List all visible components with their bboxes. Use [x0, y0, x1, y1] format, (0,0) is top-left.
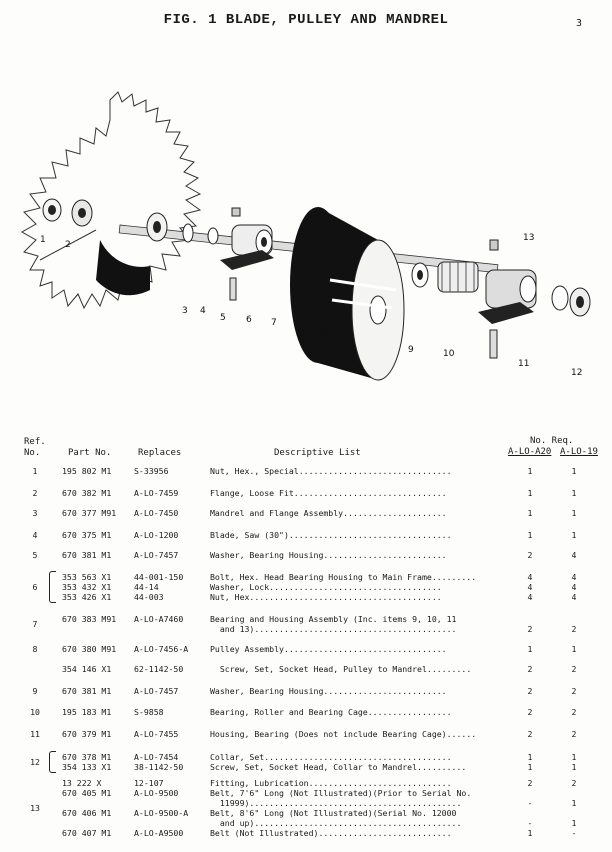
part-number: 670 375 M1	[62, 530, 112, 540]
callout-9: 9	[408, 345, 414, 355]
callout-2: 2	[65, 240, 71, 250]
qty-a-lo-a20: 2	[527, 664, 533, 674]
header-ref: Ref.	[24, 437, 46, 447]
replaces-number: S-9858	[134, 707, 164, 717]
qty-a-lo-a20: 2	[527, 707, 533, 717]
part-number: 354 133 X1	[62, 762, 112, 772]
description: Belt, 7'6" Long (Not Illustrated)(Prior to Serial No.	[210, 788, 472, 798]
part-number: 670 406 M1	[62, 808, 112, 818]
qty-a-lo-19: 1	[571, 762, 577, 772]
callout-11: 11	[518, 359, 530, 369]
qty-a-lo-a20: 1	[527, 828, 533, 838]
replaces-number: 12-107	[134, 778, 164, 788]
replaces-number: 44-003	[134, 592, 164, 602]
qty-a-lo-19: 1	[571, 530, 577, 540]
replaces-number: A-LO-7454	[134, 752, 179, 762]
description: Nut, Hex., Special...............................	[210, 466, 452, 476]
bearing-assembly-right-drawing	[412, 240, 590, 358]
qty-a-lo-19: 1	[571, 488, 577, 498]
part-number: 670 405 M1	[62, 788, 112, 798]
part-number: 354 146 X1	[62, 664, 112, 674]
qty-a-lo-a20: 1	[527, 488, 533, 498]
qty-a-lo-a20: -	[527, 798, 533, 808]
ref-number: 9	[32, 686, 38, 696]
description: Bolt, Hex. Head Bearing Housing to Main Frame.........	[210, 572, 477, 582]
callout-4: 4	[200, 306, 206, 316]
qty-a-lo-a20: 1	[527, 508, 533, 518]
qty-a-lo-a20: 1	[527, 466, 533, 476]
qty-a-lo-19: 1	[571, 818, 577, 828]
header-replaces: Replaces	[138, 448, 182, 458]
replaces-number: A-LO-A9500	[134, 828, 184, 838]
part-number: 195 802 M1	[62, 466, 112, 476]
part-number: 13 222 X	[62, 778, 102, 788]
replaces-number: A-LO-7457	[134, 686, 179, 696]
qty-a-lo-19: 2	[571, 778, 577, 788]
description: Bearing, Roller and Bearing Cage.................	[210, 707, 452, 717]
ref-number: 10	[30, 707, 40, 717]
part-number: 353 426 X1	[62, 592, 112, 602]
part-number: 670 382 M1	[62, 488, 112, 498]
replaces-number: A-LO-7459	[134, 488, 179, 498]
nut-flange-drawing	[43, 199, 92, 226]
description: Belt (Not Illustrated)...........................	[210, 828, 452, 838]
description: Washer, Lock...................................	[210, 582, 442, 592]
ref-number: 6	[32, 582, 38, 592]
description: Blade, Saw (30").................................	[210, 530, 452, 540]
description: and up)..........................................	[210, 818, 462, 828]
qty-a-lo-a20: 4	[527, 592, 533, 602]
ref-number: 12	[30, 757, 40, 767]
replaces-number: A-LO-7450	[134, 508, 179, 518]
description: Washer, Bearing Housing.........................	[210, 550, 447, 560]
qty-a-lo-19: 1	[571, 752, 577, 762]
replaces-number: S-33956	[134, 466, 169, 476]
pulley-drawing	[290, 207, 404, 380]
callout-8: 8	[322, 327, 328, 337]
ref-number: 2	[32, 488, 38, 498]
replaces-number: A-LO-7457	[134, 550, 179, 560]
qty-a-lo-19: -	[571, 828, 577, 838]
header-no: No.	[24, 448, 41, 458]
part-number: 670 383 M91	[62, 614, 117, 624]
part-number: 670 380 M91	[62, 644, 117, 654]
ref-number: 13	[30, 803, 40, 813]
callout-3: 3	[182, 306, 188, 316]
qty-a-lo-19: 2	[571, 686, 577, 696]
description: Mandrel and Flange Assembly.....................	[210, 508, 447, 518]
part-number: 670 407 M1	[62, 828, 112, 838]
qty-a-lo-19: 1	[571, 466, 577, 476]
exploded-diagram	[0, 80, 612, 410]
qty-a-lo-a20: 2	[527, 729, 533, 739]
part-number: 670 377 M91	[62, 508, 117, 518]
description: Bearing and Housing Assembly (Inc. items 9, 10, 11	[210, 614, 457, 624]
group-brace	[49, 571, 56, 603]
replaces-number: A-LO-1200	[134, 530, 179, 540]
header-descriptive-list: Descriptive List	[274, 448, 361, 458]
part-number: 670 378 M1	[62, 752, 112, 762]
replaces-number: A-LO-A7460	[134, 614, 184, 624]
header-part-no: Part No.	[68, 448, 112, 458]
replaces-number: A-LO-9500-A	[134, 808, 189, 818]
qty-a-lo-19: 2	[571, 729, 577, 739]
description: Washer, Bearing Housing.........................	[210, 686, 447, 696]
part-number: 670 379 M1	[62, 729, 112, 739]
qty-a-lo-a20: 2	[527, 778, 533, 788]
description: Fitting, Lubrication.............................	[210, 778, 452, 788]
figure-title: FIG. 1 BLADE, PULLEY AND MANDREL	[163, 12, 449, 28]
replaces-number: 44-001-150	[134, 572, 184, 582]
qty-a-lo-19: 1	[571, 508, 577, 518]
replaces-number: 38-1142-50	[134, 762, 184, 772]
qty-a-lo-a20: 1	[527, 762, 533, 772]
description: Housing, Bearing (Does not include Bearing Cage)......	[210, 729, 477, 739]
qty-a-lo-a20: 1	[527, 644, 533, 654]
replaces-number: 62-1142-50	[134, 664, 184, 674]
description: Screw, Set, Socket Head, Pulley to Mandrel.........	[210, 664, 472, 674]
qty-a-lo-a20: 4	[527, 582, 533, 592]
part-number: 353 432 X1	[62, 582, 112, 592]
part-number: 195 183 M1	[62, 707, 112, 717]
description: Belt, 8'6" Long (Not Illustrated)(Serial No. 12000	[210, 808, 457, 818]
header-no-req: No. Req.	[530, 436, 574, 446]
page-number: 3	[576, 18, 583, 29]
header-a-lo-a20: A-LO-A20	[508, 447, 552, 457]
callout-13: 13	[523, 233, 535, 243]
replaces-number: 44-14	[134, 582, 159, 592]
ref-number: 3	[32, 508, 38, 518]
replaces-number: A-LO-7455	[134, 729, 179, 739]
part-number: 670 381 M1	[62, 686, 112, 696]
ref-number: 8	[32, 644, 38, 654]
description: and 13).........................................	[210, 624, 457, 634]
callout-7: 7	[271, 318, 277, 328]
callout-10: 10	[443, 349, 455, 359]
ref-number: 7	[32, 619, 38, 629]
qty-a-lo-a20: 1	[527, 530, 533, 540]
ref-number: 1	[32, 466, 38, 476]
qty-a-lo-a20: 4	[527, 572, 533, 582]
callout-5: 5	[220, 313, 226, 323]
part-number: 670 381 M1	[62, 550, 112, 560]
qty-a-lo-a20: 2	[527, 624, 533, 634]
qty-a-lo-19: 4	[571, 582, 577, 592]
qty-a-lo-19: 4	[571, 592, 577, 602]
header-a-lo-19: A-LO-19	[560, 447, 598, 457]
description: Nut, Hex.......................................	[210, 592, 442, 602]
qty-a-lo-19: 4	[571, 572, 577, 582]
callout-12: 12	[571, 368, 583, 378]
callout-1: 1	[40, 235, 46, 245]
qty-a-lo-19: 2	[571, 624, 577, 634]
qty-a-lo-a20: 1	[527, 752, 533, 762]
group-brace	[49, 751, 56, 773]
qty-a-lo-19: 1	[571, 644, 577, 654]
ref-number: 5	[32, 550, 38, 560]
description: Flange, Loose Fit...............................	[210, 488, 447, 498]
qty-a-lo-19: 2	[571, 707, 577, 717]
replaces-number: A-LO-9500	[134, 788, 179, 798]
callout-6: 6	[246, 315, 252, 325]
part-number: 353 563 X1	[62, 572, 112, 582]
qty-a-lo-a20: 2	[527, 686, 533, 696]
ref-number: 11	[30, 729, 40, 739]
bearing-housing-left-drawing	[220, 208, 274, 300]
qty-a-lo-19: 1	[571, 798, 577, 808]
ref-number: 4	[32, 530, 38, 540]
replaces-number: A-LO-7456-A	[134, 644, 189, 654]
qty-a-lo-a20: 2	[527, 550, 533, 560]
qty-a-lo-19: 2	[571, 664, 577, 674]
description: Screw, Set, Socket Head, Collar to Mandrel..........	[210, 762, 467, 772]
exploded-diagram-svg	[0, 80, 612, 410]
qty-a-lo-a20: -	[527, 818, 533, 828]
description: 11999)...........................................	[210, 798, 462, 808]
qty-a-lo-19: 4	[571, 550, 577, 560]
description: Pulley Assembly.................................	[210, 644, 447, 654]
description: Collar, Set......................................	[210, 752, 452, 762]
